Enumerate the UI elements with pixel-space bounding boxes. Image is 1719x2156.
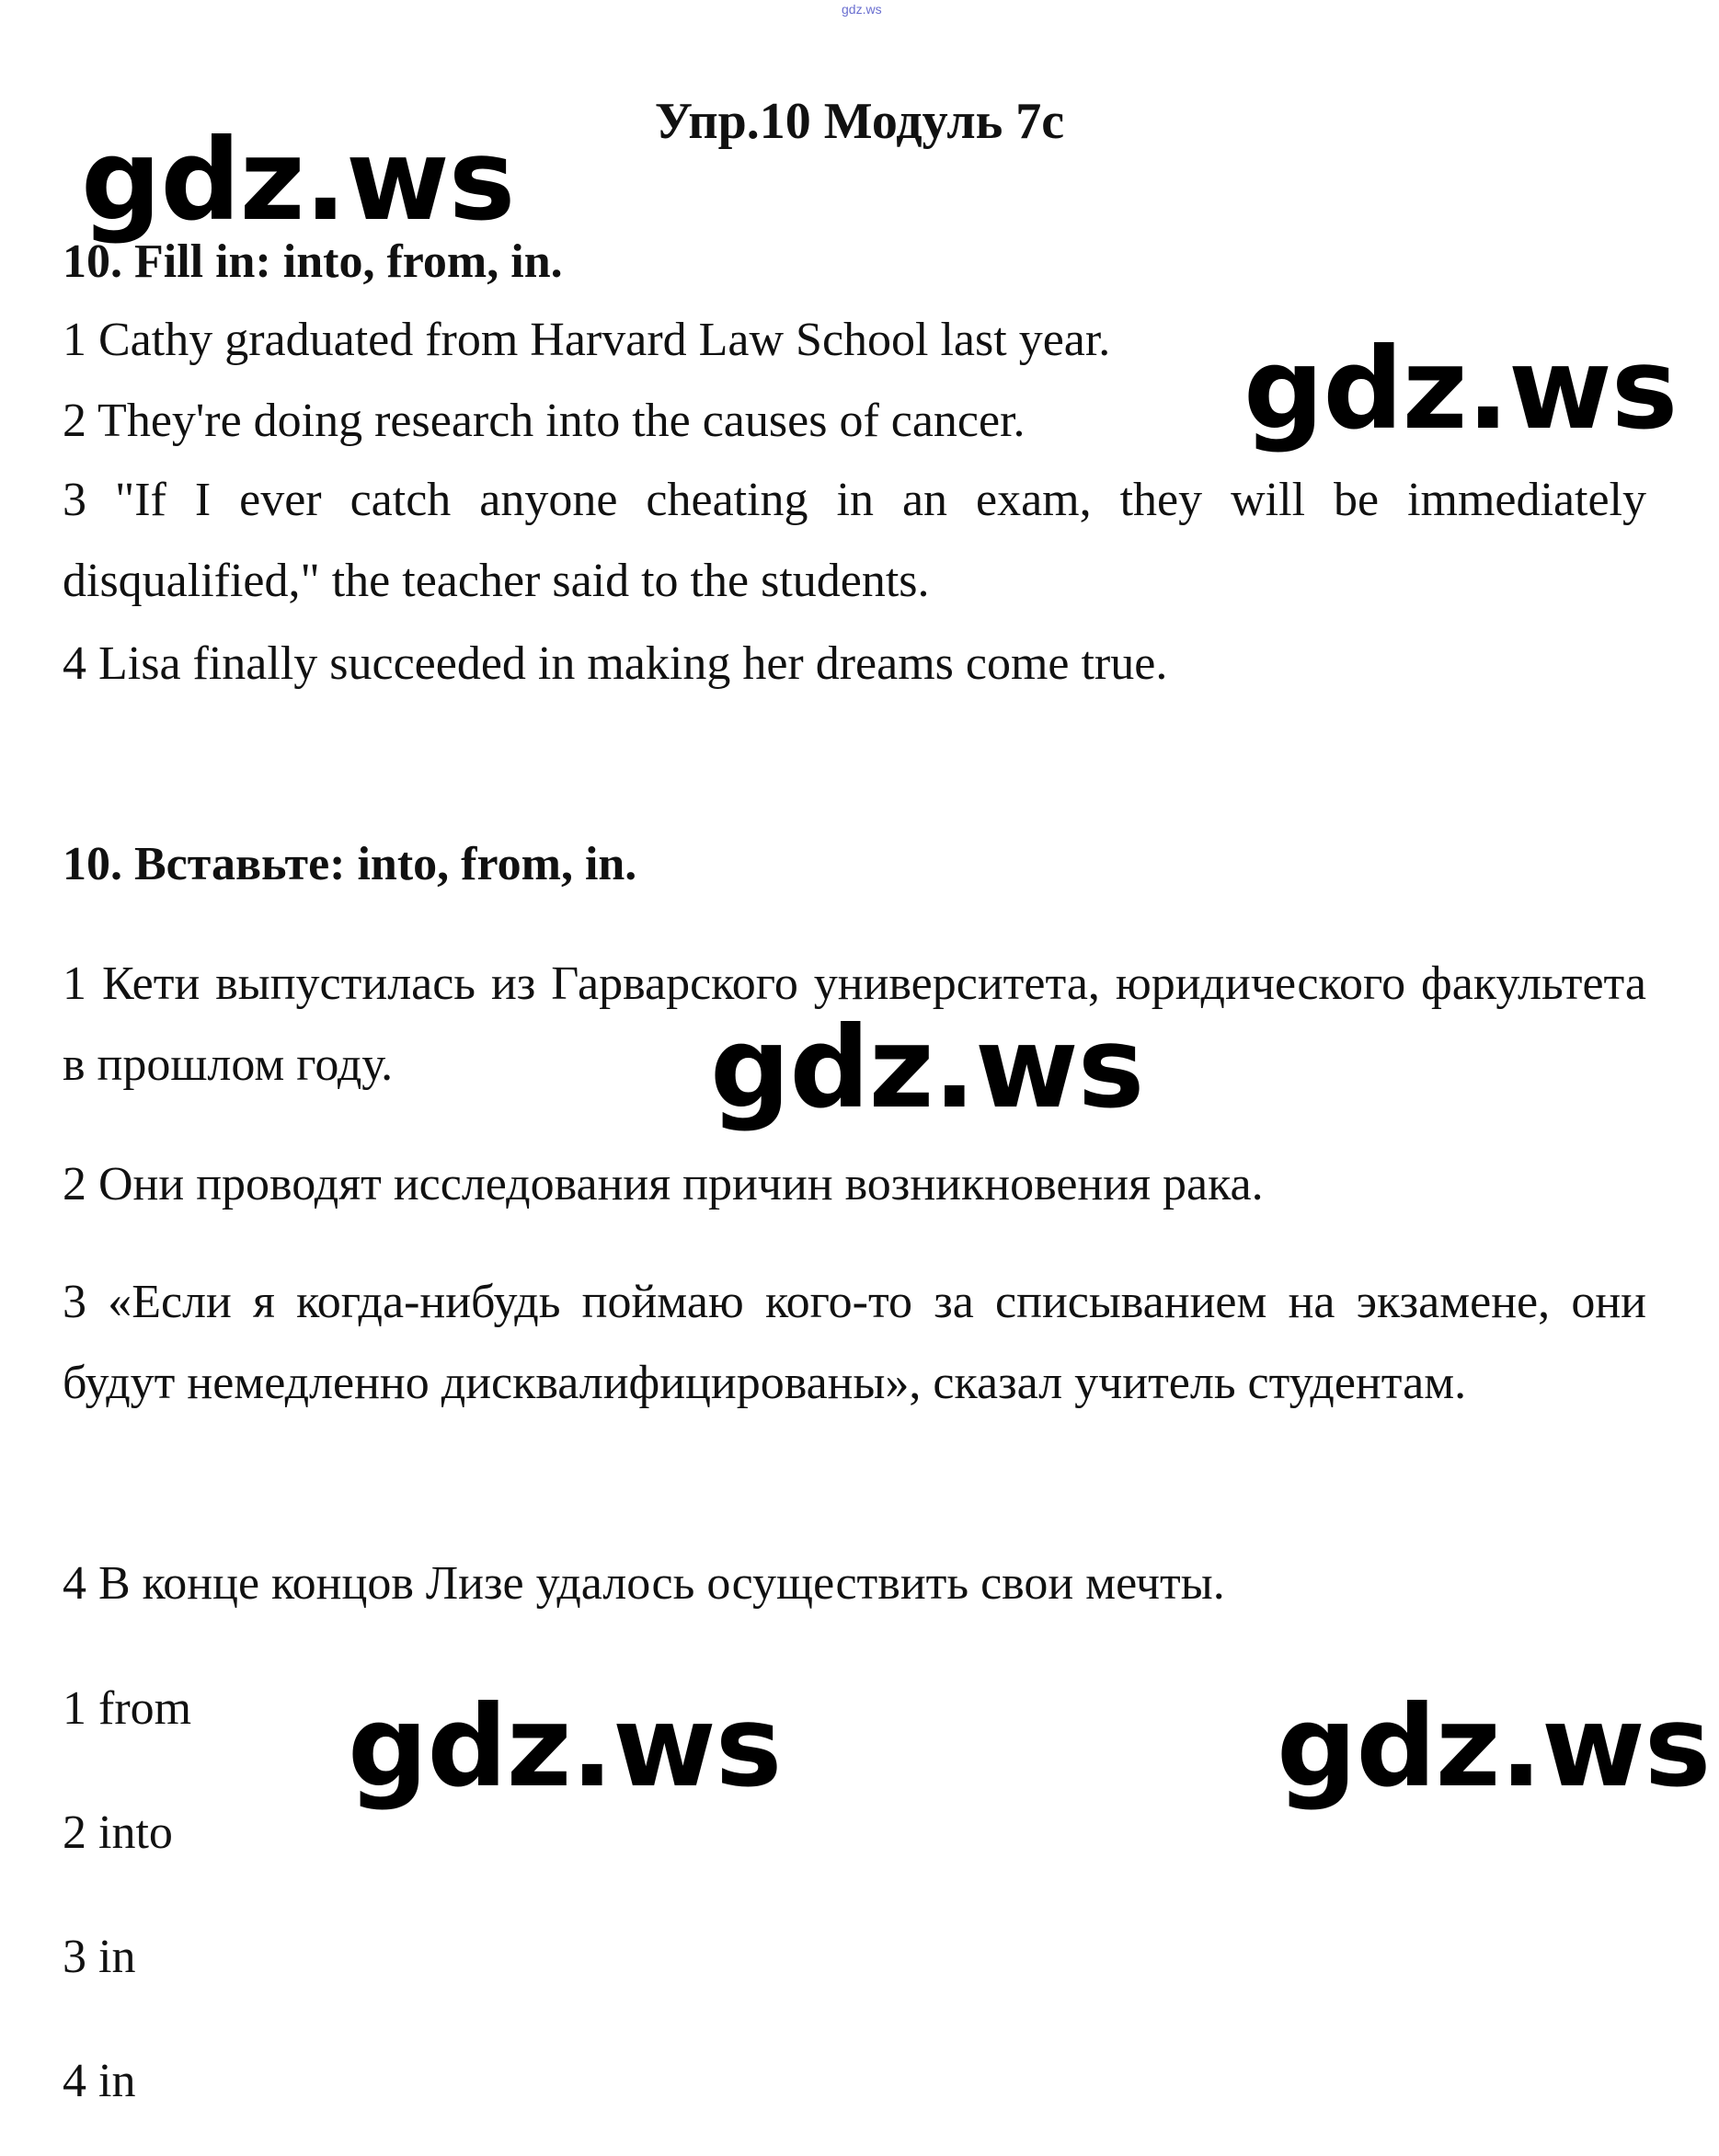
- watermark: gdz.ws: [1243, 324, 1678, 454]
- english-sentence-2: 2 They're doing research into the causes of cancer.: [63, 395, 1026, 447]
- russian-sentence-3: 3 «Если я когда-нибудь поймаю кого-то за списыванием на экзамене, они будут немедленно дисквалифицированы», сказал учитель студентам.: [63, 1276, 1646, 1409]
- watermark: gdz.ws: [710, 1003, 1144, 1133]
- russian-sentence-1: 1 Кети выпустилась из Гарварского университета, юридического факультета в прошлом году.: [63, 958, 1646, 1091]
- russian-sentence-2: 2 Они проводят исследования причин возникновения рака.: [63, 1158, 1264, 1210]
- english-sentence-1: 1 Cathy graduated from Harvard Law School last year.: [63, 314, 1111, 366]
- watermark: gdz.ws: [1277, 1681, 1711, 1812]
- watermark: gdz.ws: [348, 1681, 782, 1812]
- russian-heading: 10. Вставьте: into, from, in.: [63, 838, 637, 890]
- english-heading: 10. Fill in: into, from, in.: [63, 235, 563, 288]
- answer-3: 3 in: [63, 1931, 136, 1983]
- answer-2: 2 into: [63, 1806, 173, 1859]
- answer-4: 4 in: [63, 2055, 136, 2107]
- top-watermark: gdz.ws: [842, 2, 882, 17]
- english-sentence-3: 3 "If I ever catch anyone cheating in an exam, they will be immediately disqualified," the teacher said to the students.: [63, 474, 1646, 607]
- answer-1: 1 from: [63, 1682, 192, 1735]
- page-title: Упр.10 Модуль 7с: [654, 93, 1065, 150]
- russian-sentence-4: 4 В конце концов Лизе удалось осуществить свои мечты.: [63, 1557, 1225, 1610]
- english-sentence-4: 4 Lisa finally succeeded in making her dreams come true.: [63, 637, 1168, 690]
- watermark: gdz.ws: [81, 115, 515, 246]
